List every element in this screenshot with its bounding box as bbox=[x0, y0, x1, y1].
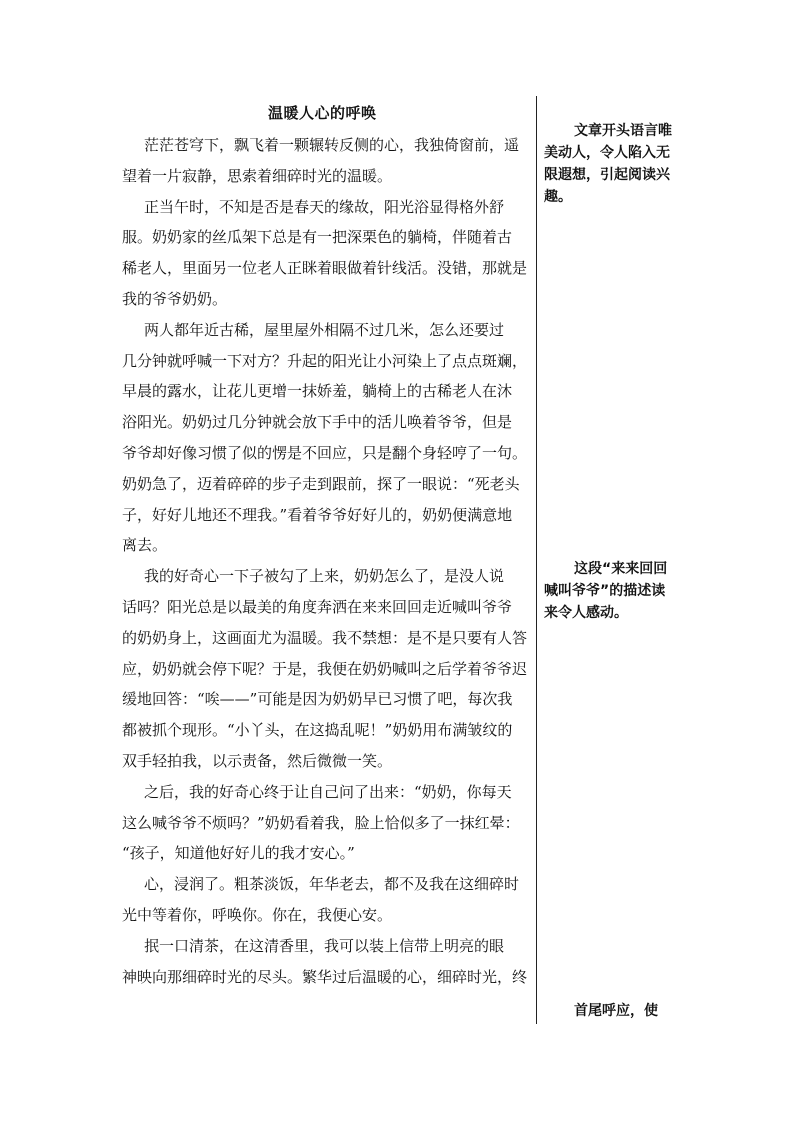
essay-body bbox=[122, 130, 532, 992]
text-line: 我的好奇心一下子被勾了上来，奶奶怎么了，是没人说 bbox=[144, 567, 505, 586]
text-line: 望着一片寂静，思索着细碎时光的温暖。 bbox=[122, 166, 393, 185]
text-line: 抿一口清茶，在这清香里，我可以装上信带上明亮的眼 bbox=[144, 936, 505, 955]
text-line: 这么喊爷爷不烦吗？”奶奶看着我，脸上恰似多了一抹红晕： bbox=[122, 813, 520, 832]
text-line: 稀老人，里面另一位老人正眯着眼做着针线活。没错，那就是 bbox=[122, 259, 528, 278]
text-line: 心，浸润了。粗茶淡饭，年华老去，都不及我在这细碎时 bbox=[144, 875, 520, 894]
text-line: 服。奶奶家的丝瓜架下总是有一把深栗色的躺椅，伴随着古 bbox=[122, 228, 513, 247]
text-line: 缓地回答：“唉——”可能是因为奶奶早已习惯了吧，每次我 bbox=[122, 690, 513, 709]
text-line: 光中等着你，呼唤你。你在，我便心安。 bbox=[122, 905, 393, 924]
text-line: “孩子，知道他好好儿的我才安心。” bbox=[122, 844, 355, 863]
paragraph-7 bbox=[122, 931, 532, 993]
text-line: 离去。 bbox=[122, 536, 168, 555]
paragraph-5 bbox=[122, 777, 532, 869]
text-line: 爷爷却好像习惯了似的愣是不回应，只是翻个身轻哼了一句。 bbox=[122, 443, 528, 462]
text-line: 茫茫苍穹下，飘飞着一颗辗转反侧的心，我独倚窗前，遥 bbox=[144, 136, 520, 154]
text-line: 奶奶急了，迈着碎碎的步子走到跟前，探了一眼说：“死老头 bbox=[122, 474, 520, 493]
text-line: 的奶奶身上，这画面尤为温暖。我不禁想：是不是只要有人答 bbox=[122, 628, 528, 647]
text-line: 正当午时，不知是否是春天的缘故，阳光浴显得格外舒 bbox=[144, 197, 505, 216]
margin-comment: 首尾呼应，使 bbox=[574, 1003, 658, 1019]
text-line: 几分钟就呼喊一下对方？升起的阳光让小河染上了点点斑斓， bbox=[122, 351, 528, 370]
paragraph-3 bbox=[122, 315, 532, 561]
paragraph-1 bbox=[122, 130, 532, 192]
text-line: 之后，我的好奇心终于让自己问了出来：“奶奶，你每天 bbox=[144, 782, 512, 801]
text-line: 应，奶奶就会停下呢？于是，我便在奶奶喊叫之后学着爷爷迟 bbox=[122, 659, 528, 678]
paragraph-6 bbox=[122, 869, 532, 931]
margin-comment: 这段“来来回回喊叫爷爷”的描述读来令人感动。 bbox=[544, 561, 668, 621]
text-line: 神映向那细碎时光的尽头。繁华过后温暖的心，细碎时光，终 bbox=[122, 967, 528, 986]
text-line: 双手轻拍我，以示责备，然后微微一笑。 bbox=[122, 751, 393, 770]
text-line: 子，好好儿地还不理我。”看着爷爷好好儿的，奶奶便满意地 bbox=[122, 505, 513, 524]
paragraph-4 bbox=[122, 561, 532, 777]
text-line: 我的爷爷奶奶。 bbox=[122, 289, 228, 308]
paragraph-2 bbox=[122, 192, 532, 315]
margin-divider bbox=[536, 96, 537, 1024]
text-line: 都被抓个现形。“小丫头，在这捣乱呢！”奶奶用布满皱纹的 bbox=[122, 721, 513, 740]
margin-comment: 文章开头语言唯美动人，令人陷入无限遐想，引起阅读兴趣。 bbox=[544, 123, 672, 205]
text-line: 两人都年近古稀，屋里屋外相隔不过几米，怎么还要过 bbox=[144, 320, 505, 339]
text-line: 浴阳光。奶奶过几分钟就会放下手中的活儿唤着爷爷，但是 bbox=[122, 413, 513, 432]
essay-title: 温暖人心的呼唤 bbox=[268, 104, 377, 122]
text-line: 话吗？阳光总是以最美的角度奔洒在来来回回走近喊叫爷爷 bbox=[122, 597, 513, 616]
text-line: 早晨的露水，让花儿更增一抹娇羞，躺椅上的古稀老人在沐 bbox=[122, 382, 513, 401]
